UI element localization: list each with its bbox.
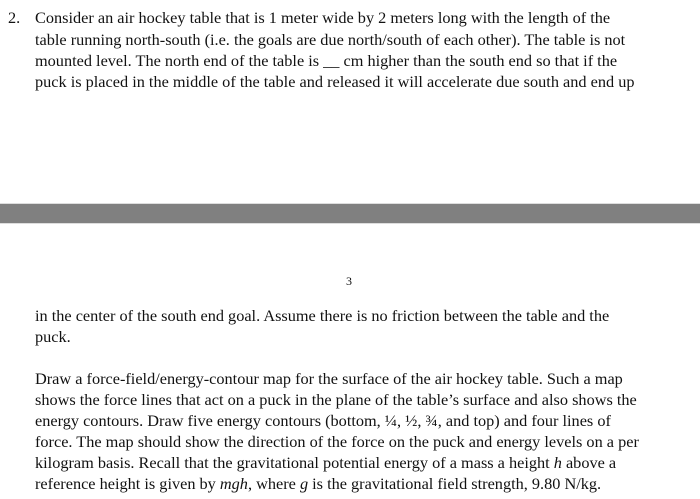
text-line: in the center of the south end goal. Assume there is no friction between the table and the	[35, 306, 610, 325]
formula-mgh: mgh	[219, 474, 248, 493]
text-line	[35, 453, 616, 473]
text-line: energy contours. Draw five energy contours (bottom, ¼, ½, ¾, and top) and four lines of	[35, 411, 611, 430]
text: is the gravitational field strength, 9.80 N/kg.	[308, 474, 602, 493]
text-line: mounted level. The north end of the table is __ cm higher than the south end so that if the	[35, 51, 618, 70]
text-line: table running north-south (i.e. the goals are due north/south of each other). The table is not	[35, 30, 626, 49]
page-break-divider	[0, 203, 700, 224]
variable-h: h	[553, 453, 562, 472]
page-number: 3	[346, 274, 352, 288]
question-number: 2.	[8, 8, 21, 27]
text-line: Consider an air hockey table that is 1 meter wide by 2 meters long with the length of the	[35, 8, 611, 27]
text-line: force. The map should show the direction of the force on the puck and energy levels on a per	[35, 432, 639, 451]
text: reference height is given by	[35, 474, 220, 493]
text-line: puck is placed in the middle of the table and released it will accelerate due south and end up	[35, 72, 635, 91]
text-line: puck.	[35, 327, 71, 346]
text-line	[35, 474, 601, 494]
text-line: Draw a force-field/energy-contour map for the surface of the air hockey table. Such a map	[35, 369, 623, 388]
variable-g: g	[299, 474, 309, 493]
text-line: shows the force lines that act on a puck in the plane of the table’s surface and also shows the	[35, 390, 637, 409]
text: above a	[561, 453, 617, 472]
text: kilogram basis. Recall that the gravitational potential energy of a mass a height	[35, 453, 554, 472]
text: , where	[247, 474, 300, 493]
